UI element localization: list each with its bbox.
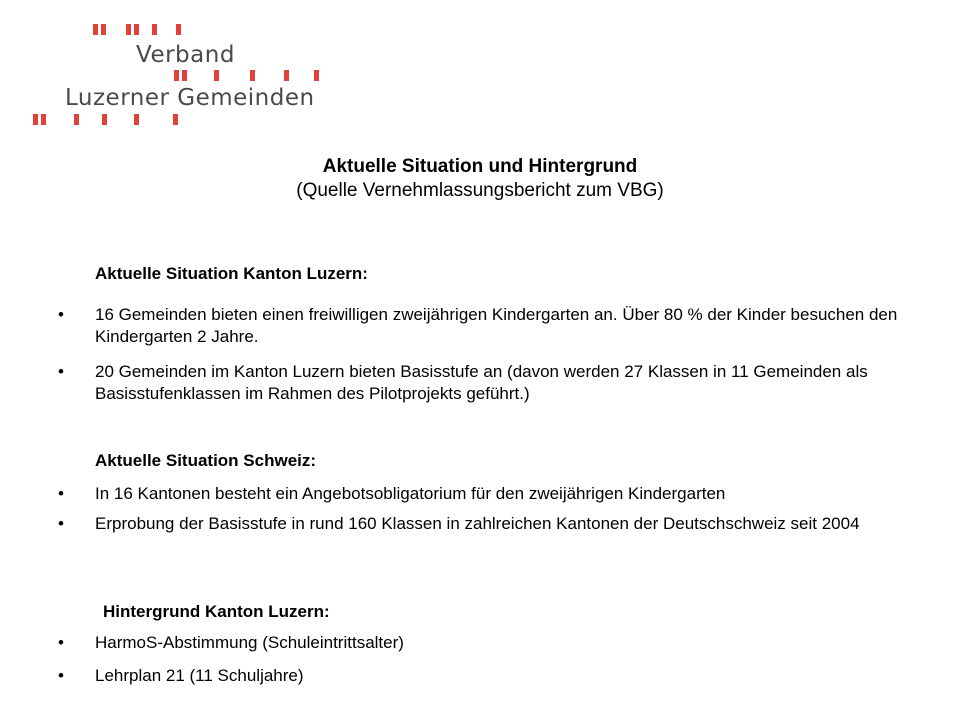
bullet-icon: • <box>58 484 64 503</box>
list-item <box>58 304 908 348</box>
logo-square <box>174 70 179 81</box>
logo-square <box>134 24 139 35</box>
bullet-icon: • <box>58 666 64 685</box>
slide-title <box>0 155 960 203</box>
list-item <box>58 483 908 505</box>
logo-square <box>74 114 79 125</box>
logo-square <box>214 70 219 81</box>
logo-square <box>102 114 107 125</box>
list-item-text: Lehrplan 21 (11 Schuljahre) <box>95 666 304 685</box>
list-item <box>58 665 908 687</box>
logo-square <box>173 114 178 125</box>
title-sub: (Quelle Vernehmlassungsbericht zum VBG) <box>296 180 664 201</box>
logo-text-verband: Verband <box>136 42 235 68</box>
bullet-icon: • <box>58 362 64 381</box>
logo-square <box>126 24 131 35</box>
logo-verband-luzerner-gemeinden <box>30 18 330 130</box>
logo-square <box>152 24 157 35</box>
logo-square <box>314 70 319 81</box>
logo-square <box>41 114 46 125</box>
logo-text-luzerner-gemeinden: Luzerner Gemeinden <box>65 85 315 111</box>
list-item <box>58 513 908 535</box>
logo-square <box>284 70 289 81</box>
logo-square <box>182 70 187 81</box>
section-heading-schweiz: Aktuelle Situation Schweiz: <box>95 451 317 470</box>
bullet-icon: • <box>58 305 64 324</box>
list-item-text: 20 Gemeinden im Kanton Luzern bieten Basisstufe an (davon werden 27 Klassen in 11 Gemeinden als Basisstufenklassen im Rahmen des Pilotprojekts geführt.) <box>95 362 868 403</box>
section-heading-luzern: Aktuelle Situation Kanton Luzern: <box>95 264 368 283</box>
logo-square <box>176 24 181 35</box>
logo-square <box>134 114 139 125</box>
list-item-text: In 16 Kantonen besteht ein Angebotsobligatorium für den zweijährigen Kindergarten <box>95 484 726 503</box>
list-item-text: 16 Gemeinden bieten einen freiwilligen zweijährigen Kindergarten an. Über 80 % der Kinder besuchen den Kindergarten 2 Jahre. <box>95 305 898 346</box>
logo-square <box>101 24 106 35</box>
list-item <box>58 632 908 654</box>
list-item <box>58 361 908 405</box>
logo-square <box>93 24 98 35</box>
list-item-text: Erprobung der Basisstufe in rund 160 Klassen in zahlreichen Kantonen der Deutschschweiz seit 2004 <box>95 514 860 533</box>
logo-square <box>250 70 255 81</box>
title-main: Aktuelle Situation und Hintergrund <box>322 156 638 177</box>
logo-square <box>33 114 38 125</box>
bullet-icon: • <box>58 514 64 533</box>
section-heading-hintergrund: Hintergrund Kanton Luzern: <box>103 602 330 621</box>
bullet-icon: • <box>58 633 64 652</box>
list-item-text: HarmoS-Abstimmung (Schuleintrittsalter) <box>95 633 404 652</box>
